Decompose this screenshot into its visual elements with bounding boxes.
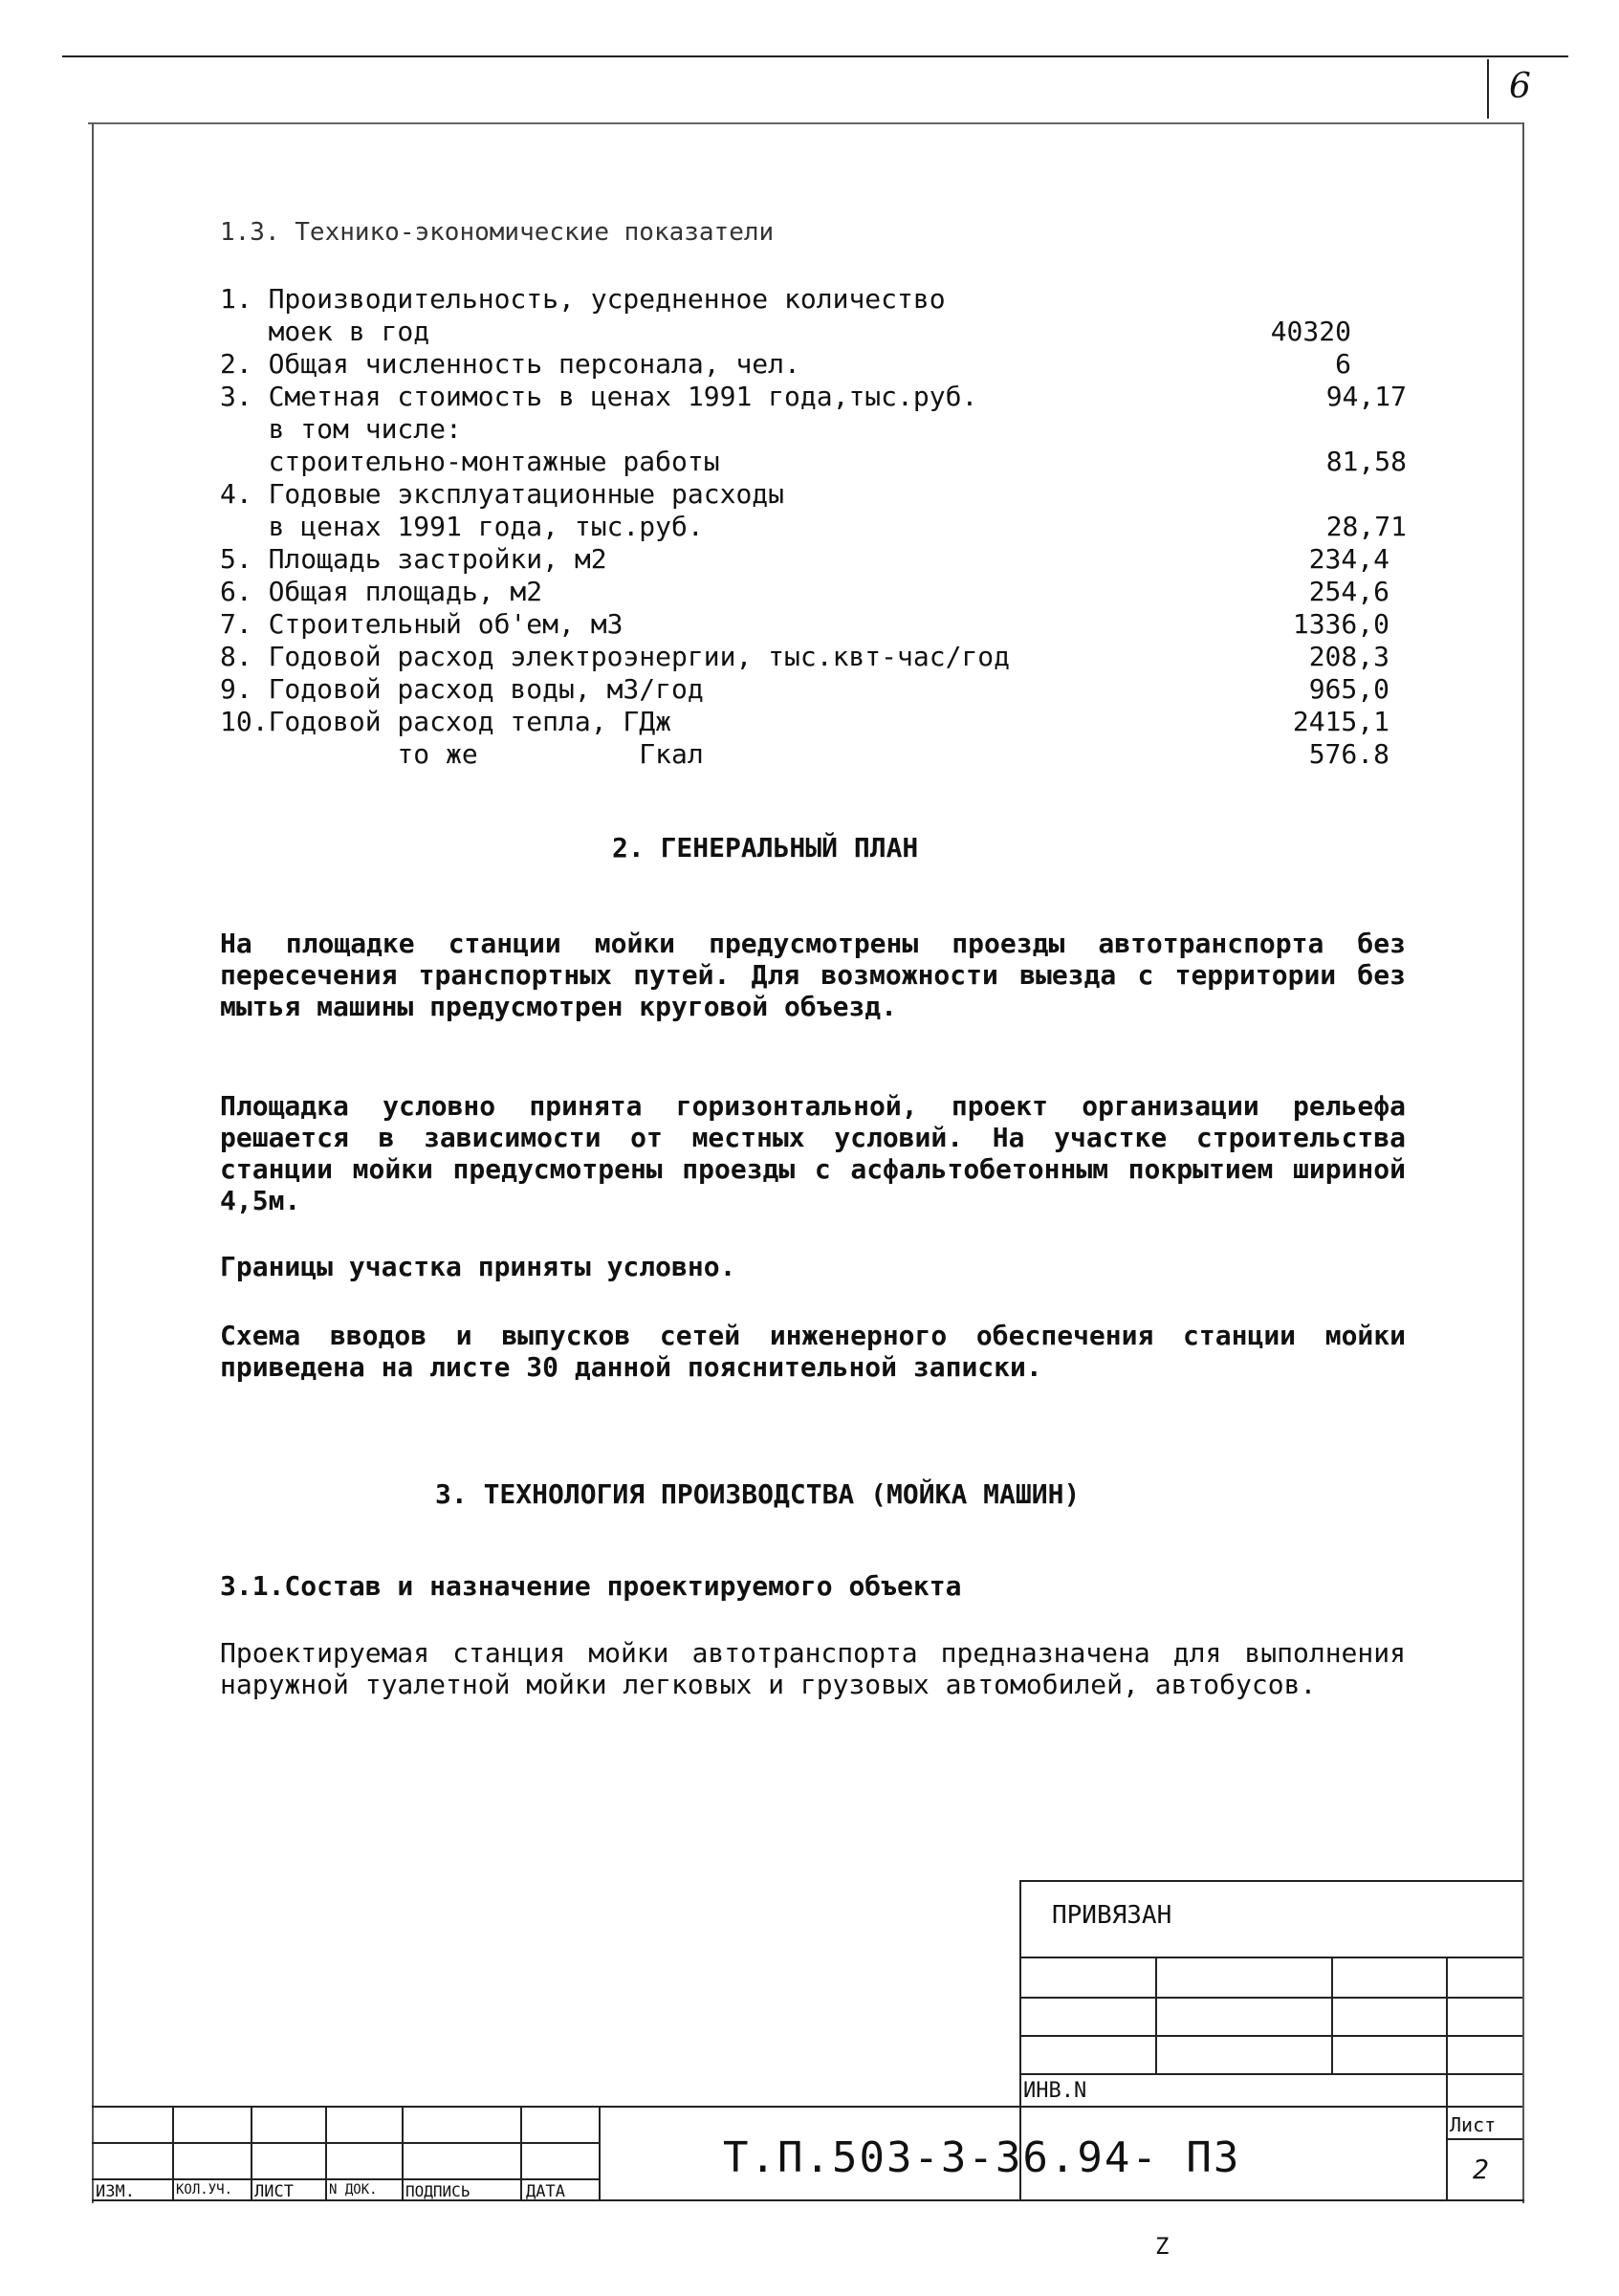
indicator-value: 576.8	[1308, 738, 1389, 770]
indicator-value: 94,17	[1325, 381, 1407, 412]
indicator-label: 6. Общая площадь, м2	[220, 576, 543, 607]
indicator-label: 1. Производительность, усредненное количество	[220, 283, 946, 315]
privyazan-label: ПРИВЯЗАН	[1052, 1901, 1172, 1930]
frame-bottom-line	[92, 2199, 1524, 2201]
title-block-line	[402, 2106, 404, 2201]
indicator-value: 208,3	[1308, 641, 1389, 672]
stamp-line	[1019, 1880, 1522, 1882]
indicator-row	[0, 641, 1619, 673]
indicator-label: 7. Строительный об'ем, м3	[220, 608, 624, 640]
frame-top-line	[88, 122, 1522, 124]
indicator-label: моек в год	[220, 316, 430, 347]
indicator-label: 8. Годовой расход электроэнергии, тыс.квт-час/год	[220, 641, 1011, 672]
column-label-n-dok: N ДОК.	[329, 2182, 378, 2198]
column-label-data: ДАТА	[526, 2182, 565, 2201]
column-label-list: ЛИСТ	[254, 2182, 294, 2201]
stamp-line	[1155, 1957, 1157, 2073]
title-block-line	[520, 2106, 522, 2201]
indicator-row	[0, 413, 1619, 446]
indicator-label: то же Гкал	[220, 738, 704, 770]
title-block-line	[599, 2106, 601, 2201]
indicator-row	[0, 283, 1619, 316]
indicator-value: 965,0	[1308, 673, 1389, 705]
indicator-row	[0, 543, 1619, 576]
column-label-izm: ИЗМ.	[96, 2182, 135, 2201]
title-block-line	[92, 2106, 1522, 2108]
indicator-row	[0, 576, 1619, 608]
page-number: 6	[1509, 67, 1531, 106]
page-number-box-left	[1487, 59, 1489, 119]
sheet-number: 2	[1473, 2154, 1489, 2185]
indicator-label: строительно-монтажные работы	[220, 446, 720, 477]
indicator-value: 81,58	[1325, 446, 1407, 477]
section-3-paragraph: Проектируемая станция мойки автотранспорта предназначена для выполнения наружной туалетной мойки легковых и грузовых автомобилей, автобусов.	[220, 1637, 1406, 1700]
indicator-value: 2415,1	[1292, 706, 1389, 737]
indicator-label: 5. Площадь застройки, м2	[220, 543, 607, 575]
indicator-row	[0, 608, 1619, 641]
indicator-label: 10.Годовой расход тепла, ГДж	[220, 706, 672, 737]
indicator-row	[0, 348, 1619, 381]
section-2-paragraph: Границы участка приняты условно.	[220, 1251, 736, 1282]
indicator-row	[0, 478, 1619, 511]
section-1-3-title: 1.3. Технико-экономические показатели	[220, 218, 775, 247]
indicator-value: 234,4	[1308, 543, 1389, 575]
indicator-row	[0, 446, 1619, 478]
section-3-1-title: 3.1.Состав и назначение проектируемого объекта	[220, 1570, 962, 1602]
column-label-podpis: ПОДПИСЬ	[405, 2182, 470, 2200]
section-2-title: 2. ГЕНЕРАЛЬНЫЙ ПЛАН	[612, 832, 919, 864]
title-block-line	[251, 2106, 252, 2201]
inv-label: ИНВ.N	[1023, 2079, 1087, 2103]
top-border-line	[62, 55, 1568, 57]
column-label-kol-uch: КОЛ.УЧ.	[176, 2182, 233, 2198]
title-block-line	[1446, 2138, 1522, 2140]
title-block-line	[92, 2178, 599, 2180]
indicator-row	[0, 706, 1619, 738]
indicator-value: 254,6	[1308, 576, 1389, 607]
indicator-label: 9. Годовой расход воды, м3/год	[220, 673, 704, 705]
indicator-row	[0, 381, 1619, 413]
indicator-row	[0, 738, 1619, 771]
indicator-value: 28,71	[1325, 511, 1407, 542]
stamp-line	[1331, 1957, 1333, 2073]
indicator-row	[0, 511, 1619, 543]
title-block-line	[325, 2106, 327, 2201]
stamp-line	[1446, 1957, 1448, 2201]
indicator-row	[0, 316, 1619, 348]
indicator-value: 1336,0	[1292, 608, 1389, 640]
indicator-label: в ценах 1991 года, тыс.руб.	[220, 511, 704, 542]
indicator-row	[0, 673, 1619, 706]
footer-mark: Z	[1155, 2233, 1170, 2260]
section-3-title: 3. ТЕХНОЛОГИЯ ПРОИЗВОДСТВА (МОЙКА МАШИН)	[435, 1478, 1081, 1510]
section-2-paragraph: Схема вводов и выпусков сетей инженерного обеспечения станции мойки приведена на листе 30 данной пояснительной записки.	[220, 1320, 1406, 1383]
document-code: Т.П.503-3-36.94- ПЗ	[723, 2133, 1241, 2182]
title-block-line	[172, 2106, 174, 2201]
section-2-paragraph: На площадке станции мойки предусмотрены проезды автотранспорта без пересечения транспортных путей. Для возможности выезда с территории без мытья машины предусмотрен круговой объезд.	[220, 928, 1406, 1022]
indicator-label: 2. Общая численность персонала, чел.	[220, 348, 800, 380]
indicator-label: 3. Сметная стоимость в ценах 1991 года,тыс.руб.	[220, 381, 978, 412]
section-2-paragraph: Площадка условно принята горизонтальной, проект организации рельефа решается в зависимости от местных условий. На участке строительства станции мойки предусмотрены проезды с асфальтобетонным покрытием шириной 4,5м.	[220, 1090, 1406, 1216]
sheet-label: Лист	[1450, 2113, 1497, 2136]
indicator-label: 4. Годовые эксплуатационные расходы	[220, 478, 785, 510]
title-block-line	[92, 2142, 599, 2144]
indicator-value: 6	[1335, 348, 1351, 380]
indicator-label: в том числе:	[220, 413, 462, 445]
indicator-value: 40320	[1270, 316, 1351, 347]
